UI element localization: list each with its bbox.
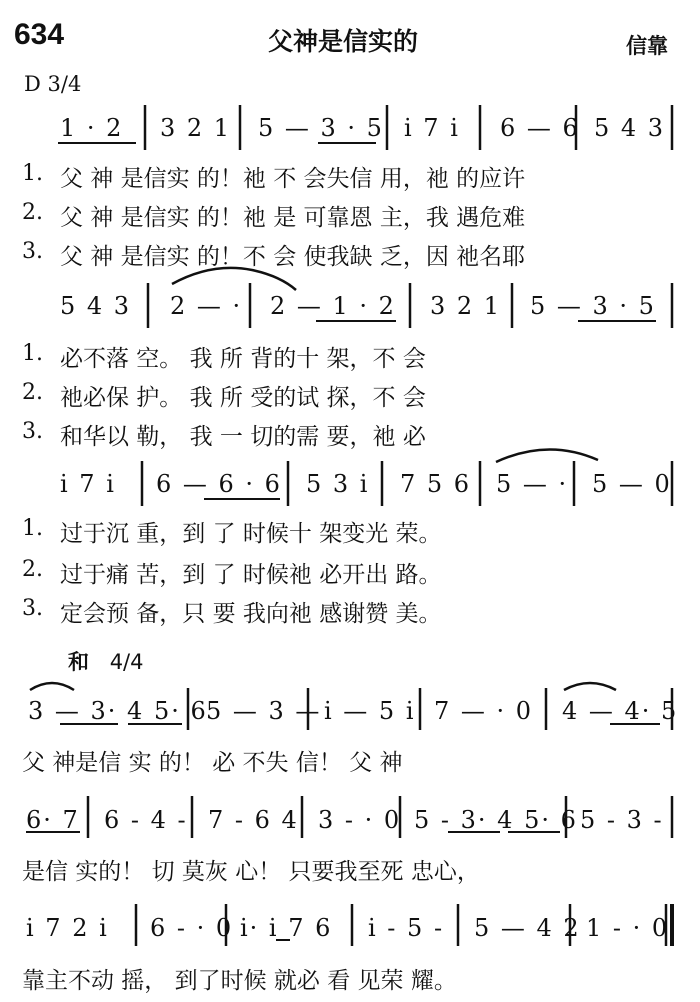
measure: 5 4 3 bbox=[60, 292, 132, 320]
measure: 5 — 3 · 5 bbox=[258, 114, 384, 142]
hymn-title: 父神是信实的 bbox=[268, 27, 419, 56]
lyric-line: 父 神 是信实 的！祂 不 会失信 用，祂 的应许 bbox=[60, 166, 526, 192]
chorus-time-signature: 4/4 bbox=[109, 650, 144, 674]
measure: 5 — 3 · 5 bbox=[530, 292, 656, 320]
measure: 7 - 6 4 bbox=[208, 806, 299, 834]
chorus-marker: 和 bbox=[68, 650, 89, 674]
measure: 5 - 3 - bbox=[580, 806, 664, 834]
lyric-line: 靠主不动 摇， 到了时候 就必 看 见荣 耀。 bbox=[22, 968, 457, 994]
measure: i 7 2 i bbox=[26, 914, 109, 942]
measure: 1 · 2 bbox=[60, 114, 124, 142]
measure: 2 — · bbox=[170, 292, 243, 320]
measure: i 7 i bbox=[404, 114, 460, 142]
lyric-line: 过于痛 苦，到 了 时候祂 必开出 路。 bbox=[60, 562, 442, 588]
hymn-category: 信靠 bbox=[626, 34, 668, 58]
verse-number: 3. bbox=[22, 596, 43, 621]
measure: 5 — · bbox=[496, 470, 569, 498]
measure: 3 2 1 bbox=[430, 292, 502, 320]
lyric-line: 定会预 备，只 要 我向祂 感谢赞 美。 bbox=[60, 601, 442, 627]
measure: 5 4 3 bbox=[594, 114, 666, 142]
verse-number: 1. bbox=[22, 516, 43, 541]
lyric-line: 祂必保 护。 我 所 受的试 探，不 会 bbox=[60, 385, 426, 411]
verse-number: 2. bbox=[22, 380, 43, 405]
measure: i - 5 - bbox=[368, 914, 445, 942]
tie bbox=[496, 449, 598, 462]
measure: 7 — · 0 bbox=[434, 697, 534, 725]
measure: 1 - · 0 bbox=[586, 914, 670, 942]
measure: 6 - · 0 bbox=[150, 914, 234, 942]
measure: 6· 7 bbox=[26, 806, 80, 834]
measure: 5 — 4 2 bbox=[474, 914, 581, 942]
lyric-line: 父 神 是信实 的！不 会 使我缺 乏，因 祂名耶 bbox=[60, 244, 526, 270]
measure: 5 - 3· 4 5· 6 bbox=[414, 806, 578, 834]
tie bbox=[172, 268, 296, 290]
measure: 2 — 1 · 2 bbox=[270, 292, 396, 320]
hymn-number: 634 bbox=[14, 18, 65, 51]
measure: 6 — 6 bbox=[500, 114, 580, 142]
measure: 5 3 i bbox=[306, 470, 370, 498]
measure: 5 — 0 bbox=[592, 470, 672, 498]
measure: i· i 7 6 bbox=[240, 914, 333, 942]
tie bbox=[30, 683, 74, 690]
measure: 3 2 1 bbox=[160, 114, 232, 142]
measure: 3 — 3· 4 5· 6 bbox=[28, 697, 208, 725]
tie bbox=[564, 683, 616, 690]
measure: 4 — 4· 5 bbox=[562, 697, 679, 725]
lyric-line: 和华以 勒， 我 一 切的需 要，祂 必 bbox=[60, 424, 426, 450]
lyric-line: 过于沉 重，到 了 时候十 架变光 荣。 bbox=[60, 521, 442, 547]
verse-number: 3. bbox=[22, 419, 43, 444]
measure: 5 — 3 — bbox=[206, 697, 322, 725]
lyric-line: 父 神 是信实 的！祂 是 可靠恩 主，我 遇危难 bbox=[60, 205, 526, 231]
measure: 3 - · 0 bbox=[318, 806, 402, 834]
measure: i 7 i bbox=[60, 470, 116, 498]
key-signature: D 3/4 bbox=[24, 72, 82, 96]
measure: 6 — 6 · 6 bbox=[156, 470, 282, 498]
verse-number: 2. bbox=[22, 200, 43, 225]
lyric-line: 是信 实的！ 切 莫灰 心！ 只要我至死 忠心， bbox=[22, 859, 480, 885]
measure: 7 5 6 bbox=[400, 470, 472, 498]
verse-number: 1. bbox=[22, 161, 43, 186]
measure: 6 - 4 - bbox=[104, 806, 188, 834]
lyric-line: 必不落 空。 我 所 背的十 架，不 会 bbox=[60, 346, 426, 372]
measure: i — 5 i bbox=[324, 697, 416, 725]
ties bbox=[30, 268, 616, 690]
verse-number: 1. bbox=[22, 341, 43, 366]
lyric-line: 父 神是信 实 的！ 必 不失 信！ 父 神 bbox=[22, 750, 403, 776]
barlines bbox=[88, 105, 672, 946]
verse-number: 3. bbox=[22, 239, 43, 264]
verse-number: 2. bbox=[22, 557, 43, 582]
